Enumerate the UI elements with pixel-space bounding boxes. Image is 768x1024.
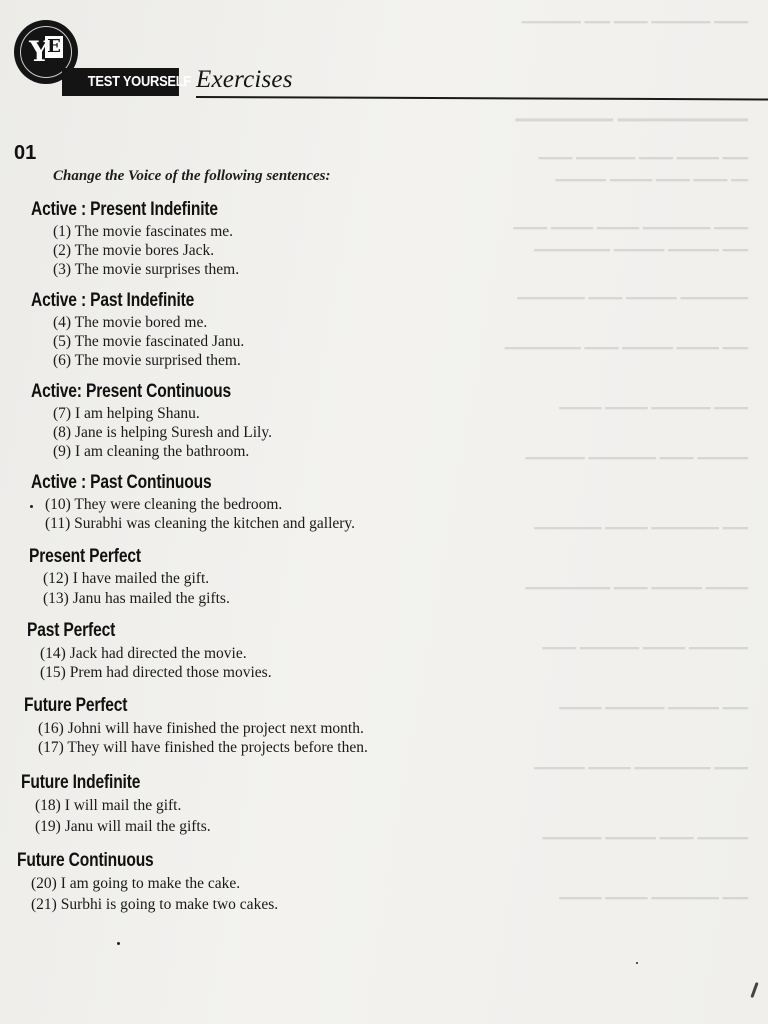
sentence-item: (6) The movie surprised them. <box>53 352 241 369</box>
sentence-item: (12) I have mailed the gift. <box>43 570 210 587</box>
sentence-item: (7) I am helping Shanu. <box>53 405 200 422</box>
section-heading: Active : Present Indefinite <box>31 199 218 220</box>
sentence-item: (8) Jane is helping Suresh and Lily. <box>53 424 272 441</box>
sentence-item: (9) I am cleaning the bathroom. <box>53 443 250 460</box>
section-heading: Active : Past Indefinite <box>31 290 195 311</box>
section-heading: Future Indefinite <box>21 772 141 793</box>
section-heading: Active: Present Continuous <box>31 381 232 402</box>
section-heading: Future Continuous <box>17 850 154 871</box>
section-heading: Future Perfect <box>24 695 128 716</box>
sentence-item: (15) Prem had directed those movies. <box>40 664 272 681</box>
sentence-item: (14) Jack had directed the movie. <box>40 645 247 662</box>
sentence-item: (1) The movie fascinates me. <box>53 223 234 240</box>
speck <box>636 962 638 964</box>
sentence-item: (4) The movie bored me. <box>53 314 208 331</box>
test-yourself-badge: TEST YOURSELF <box>62 68 179 96</box>
speck <box>117 942 120 945</box>
sentence-item: (20) I am going to make the cake. <box>31 875 241 892</box>
instruction-text: Change the Voice of the following sentences: <box>53 168 331 184</box>
sentence-item: (17) They will have finished the projects before then. <box>38 739 368 756</box>
sentence-item: (19) Janu will mail the gifts. <box>35 818 211 835</box>
logo-mark-e: E <box>47 36 61 57</box>
sentence-item: (16) Johni will have finished the project next month. <box>38 720 364 737</box>
sentence-item: (21) Surbhi is going to make two cakes. <box>31 896 279 913</box>
logo-mark: Y E <box>29 35 61 68</box>
sentence-item: (3) The movie surprises them. <box>53 261 240 278</box>
section-heading: Present Perfect <box>29 546 141 567</box>
section-heading: Past Perfect <box>27 620 116 641</box>
sentence-item: (2) The movie bores Jack. <box>53 242 215 259</box>
exercise-number: 01 <box>14 142 37 164</box>
section-heading: Active : Past Continuous <box>31 472 212 493</box>
sentence-item: (10) They were cleaning the bedroom. <box>45 496 283 513</box>
sentence-item: (11) Surabhi was cleaning the kitchen and gallery. <box>45 515 356 532</box>
page-title: Exercises <box>196 66 293 93</box>
sentence-item: (18) I will mail the gift. <box>35 797 182 814</box>
speck <box>30 505 33 508</box>
bleed-through: ━━━━ ━━━━━━━ ━━━━ ━━━ ━━━━━━━ ━━━━━━━━━━━━ ━━━━━━━━━ ━━━ ━━━━━ ━━━━ ━━━━━━━ ━━━━ ━━ ━━━━ ━━━━ ━━━━━ ━━━━━━ ━━━━ ━━━━━━━━ ━━━━━ ━━━━━ ━━━━ ━━━ ━━━━━━ ━━━━━━ ━━━━━━━━━ ━━━━━━━━ ━━━━━━ ━━━━ ━━━━━━━━ ━━━ ━━━━━ ━━━━━━ ━━━━ ━━━━━━━━━ ━━━━ ━━━━━━━ ━━━━━ ━━━━━ ━━━━━━ ━━━━ ━━━━━━━━ ━━━━━━━ ━━━ ━━━━━━━━ ━━━━━ ━━━━━━━━ ━━━━━ ━━━━━━ ━━━━ ━━━━━━━━━━ ━━━━━━━ ━━━━━ ━━━━━━━ ━━━━ ━━━ ━━━━━━ ━━━━━━━ ━━━━━ ━━━━ ━━━━━━━━━ ━━━━━ ━━━━━━ ━━━━━━ ━━━━ ━━━━━━ ━━━━━━━ ━━━ ━━━━━━━━ ━━━━━ ━━━━━ <box>504 14 748 906</box>
sentence-item: (5) The movie fascinated Janu. <box>53 333 245 350</box>
sentence-item: (13) Janu has mailed the gifts. <box>43 590 230 607</box>
